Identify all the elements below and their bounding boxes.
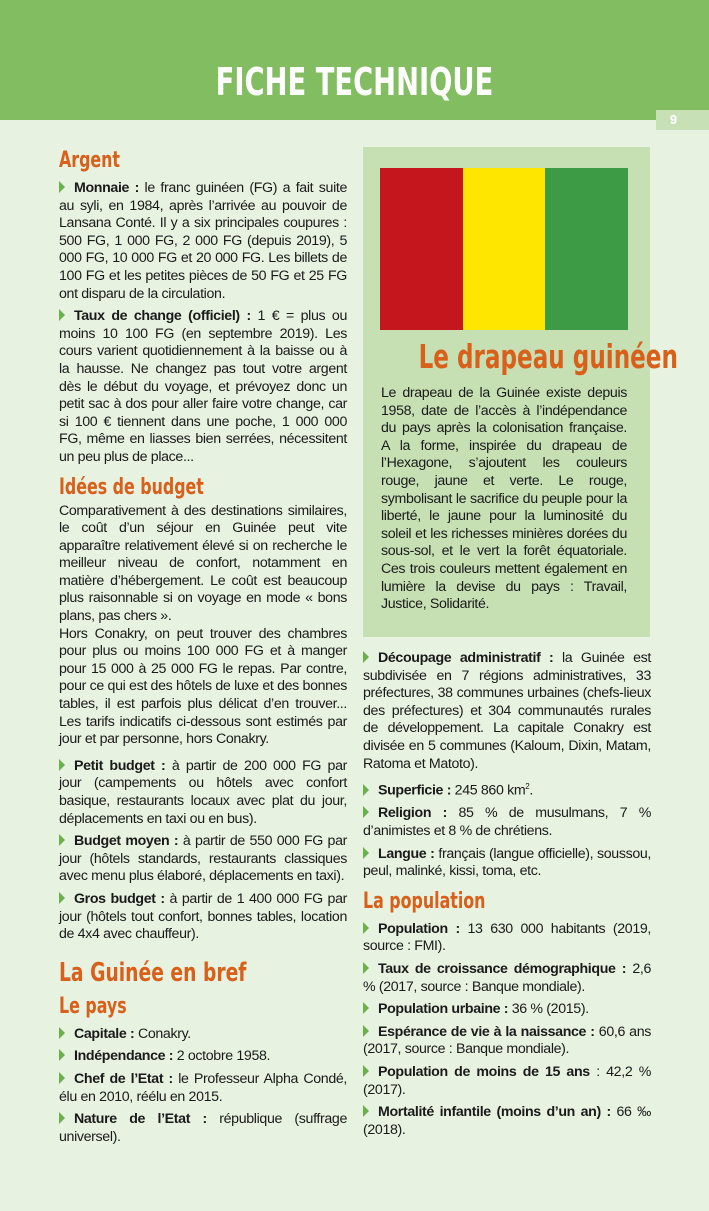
bullet-icon [59,181,65,193]
bullet-icon [59,834,65,846]
flag-stripe-green [545,168,628,330]
list-item-moins-15-ans: Population de moins de 15 ans : 42,2 % (2017). [363,1064,651,1098]
budget-intro-2: Hors Conakry, on peut trouver des chambres pour plus ou moins 100 000 FG et à manger pour 15 000 à 25 000 FG le repas. Par contre, pour ce qui est des hôtels de luxe et des bonnes tables, il est parfois plus délicat d’en trouver... Les tarifs indicatifs ci-dessous sont estimés par jour et par personne, hors Conakry. [59,625,347,748]
list-item-superficie: Superficie : 245 860 $km^2$. [363,778,651,800]
list-item-chef-etat: Chef de l’Etat : le Professeur Alpha Condé, élu en 2010, réélu en 2015. [59,1070,347,1105]
bullet-icon [59,1027,65,1039]
bullet-icon [59,892,65,904]
flag-sidebar [363,147,678,637]
flag-description: Le drapeau de la Guinée existe depuis 1958, date de l’accès à l’indépendance du pays après la colonisation française. A la forme, inspirée du drapeau de l’Hexagone, s’ajoutent les couleurs rouge, jaune et verte. Le rouge, symbolisant le sacrifice du peuple pour la liberté, le jaune pour la luminosité du soleil et les richesses minières dorées du sous-sol, et le vert la forêt équatoriale. Ces trois couleurs mettent également en lumière la devise du pays : Travail, Justice, Solidarité. [381,385,627,613]
page-header [0,0,709,120]
section-heading-population: La population [363,888,486,914]
list-item-esperance-vie: Espérance de vie à la naissance : 60,6 ans (2017, source : Banque mondiale). [363,1023,651,1058]
bullet-icon [363,1105,369,1117]
page-number: 9 [656,110,709,130]
bullet-icon [363,784,369,796]
guinea-flag-image [380,168,628,330]
section-heading-budget: Idées de budget [59,474,204,500]
section-heading-pays: Le pays [59,993,127,1019]
list-item-pop-urbaine: Population urbaine : 36 % (2015). [363,1001,651,1019]
bullet-icon [59,759,65,771]
bullet-icon [363,1002,369,1014]
bullet-icon [363,1025,369,1037]
list-item-budget-moyen: Budget moyen : à partir de 550 000 FG par jour (hôtels standards, restaurants classiques avec menu plus élaboré, déplacements en taxi). [59,833,348,885]
list-item-gros-budget: Gros budget : à partir de 1 400 000 FG par jour (hôtels tout confort, bonnes tables, location de 4x4 avec chauffeur). [59,890,347,943]
flag-stripe-red [380,168,463,330]
list-item-petit-budget: Petit budget : à partir de 200 000 FG par jour (campements ou hôtels avec confort basique, restaurants locaux avec plat du jour, déplacements en taxi ou en bus). [59,757,348,827]
list-item-decoupage: Découpage administratif : la Guinée est subdivisée en 7 régions administratives, 33 préfectures, 38 communes urbaines (chefs-lieux des préfectures) et 304 communautés rurales de développement. La capitale Conakry est divisée en 5 communes (Kaloum, Dixin, Matam, Ratoma et Matoto). [363,650,651,772]
bullet-icon [363,962,369,974]
flag-title: Le drapeau guinéen [418,337,678,376]
bullet-icon [363,922,369,934]
bullet-icon [59,309,65,321]
list-item-nature-etat: Nature de l’Etat : république (suffrage universel). [59,1111,347,1145]
list-item-taux: Taux de change (officiel) : 1 € = plus ou moins 10 100 FG (en septembre 2019). Les cours varient quotidiennement à la baisse ou à la hausse. Ne changez pas tout votre argent dès le début du voyage, et prévoyez donc un petit sac à dos pour aller faire votre change, car si 100 € tiennent dans une poche, 1 000 000 FG, même en liasses bien serrées, nécessitent un peu plus de place... [59,308,348,465]
bullet-icon [59,1072,65,1084]
flag-stripe-yellow [463,168,546,330]
left-column [59,146,347,1151]
list-item-capitale: Capitale : Conakry. [59,1026,347,1044]
bullet-icon [363,651,369,663]
list-item-religion: Religion : 85 % de musulmans, 7 % d’animistes et 8 % de chrétiens. [363,805,651,840]
list-item-langue: Langue : français (langue officielle), soussou, peul, malinké, kissi, toma, etc. [363,845,652,880]
bullet-icon [363,847,369,859]
list-item-monnaie: Monnaie : le franc guinéen (FG) a fait suite au syli, en 1984, après l’arrivée au pouvoir de Lansana Conté. Il y a six principales coupures : 500 FG, 1 000 FG, 2 000 FG (depuis 2019), 5 000 FG, 10 000 FG et 20 000 FG. Les billets de 100 FG et les petites pièces de 50 FG et 25 FG ont disparu de la circulation. [59,180,348,302]
right-column [363,650,651,1144]
bullet-icon [59,1112,65,1124]
list-item-independance: Indépendance : 2 octobre 1958. [59,1048,347,1066]
budget-intro-1: Comparativement à des destinations similaires, le coût d’un séjour en Guinée peut vite apparaître relativement élevé si on recherche le meilleur niveau de confort, notamment en matière d’hébergement. Le coût est beaucoup plus raisonnable si on voyage en mode « bons plans, pas chers ». [59,502,347,625]
bullet-icon [59,1049,65,1061]
list-item-croissance: Taux de croissance démographique : 2,6 % (2017, source : Banque mondiale). [363,961,651,995]
section-heading-bref: La Guinée en bref [59,957,247,988]
bullet-icon [363,1065,369,1077]
bullet-icon [363,806,369,818]
list-item-population: Population : 13 630 000 habitants (2019, source : FMI). [363,920,651,955]
page-title: FICHE TECHNIQUE [215,60,494,104]
section-heading-argent: Argent [59,148,121,173]
list-item-mortalite: Mortalité infantile (moins d’un an) : 66 ‰ (2018). [363,1104,651,1138]
